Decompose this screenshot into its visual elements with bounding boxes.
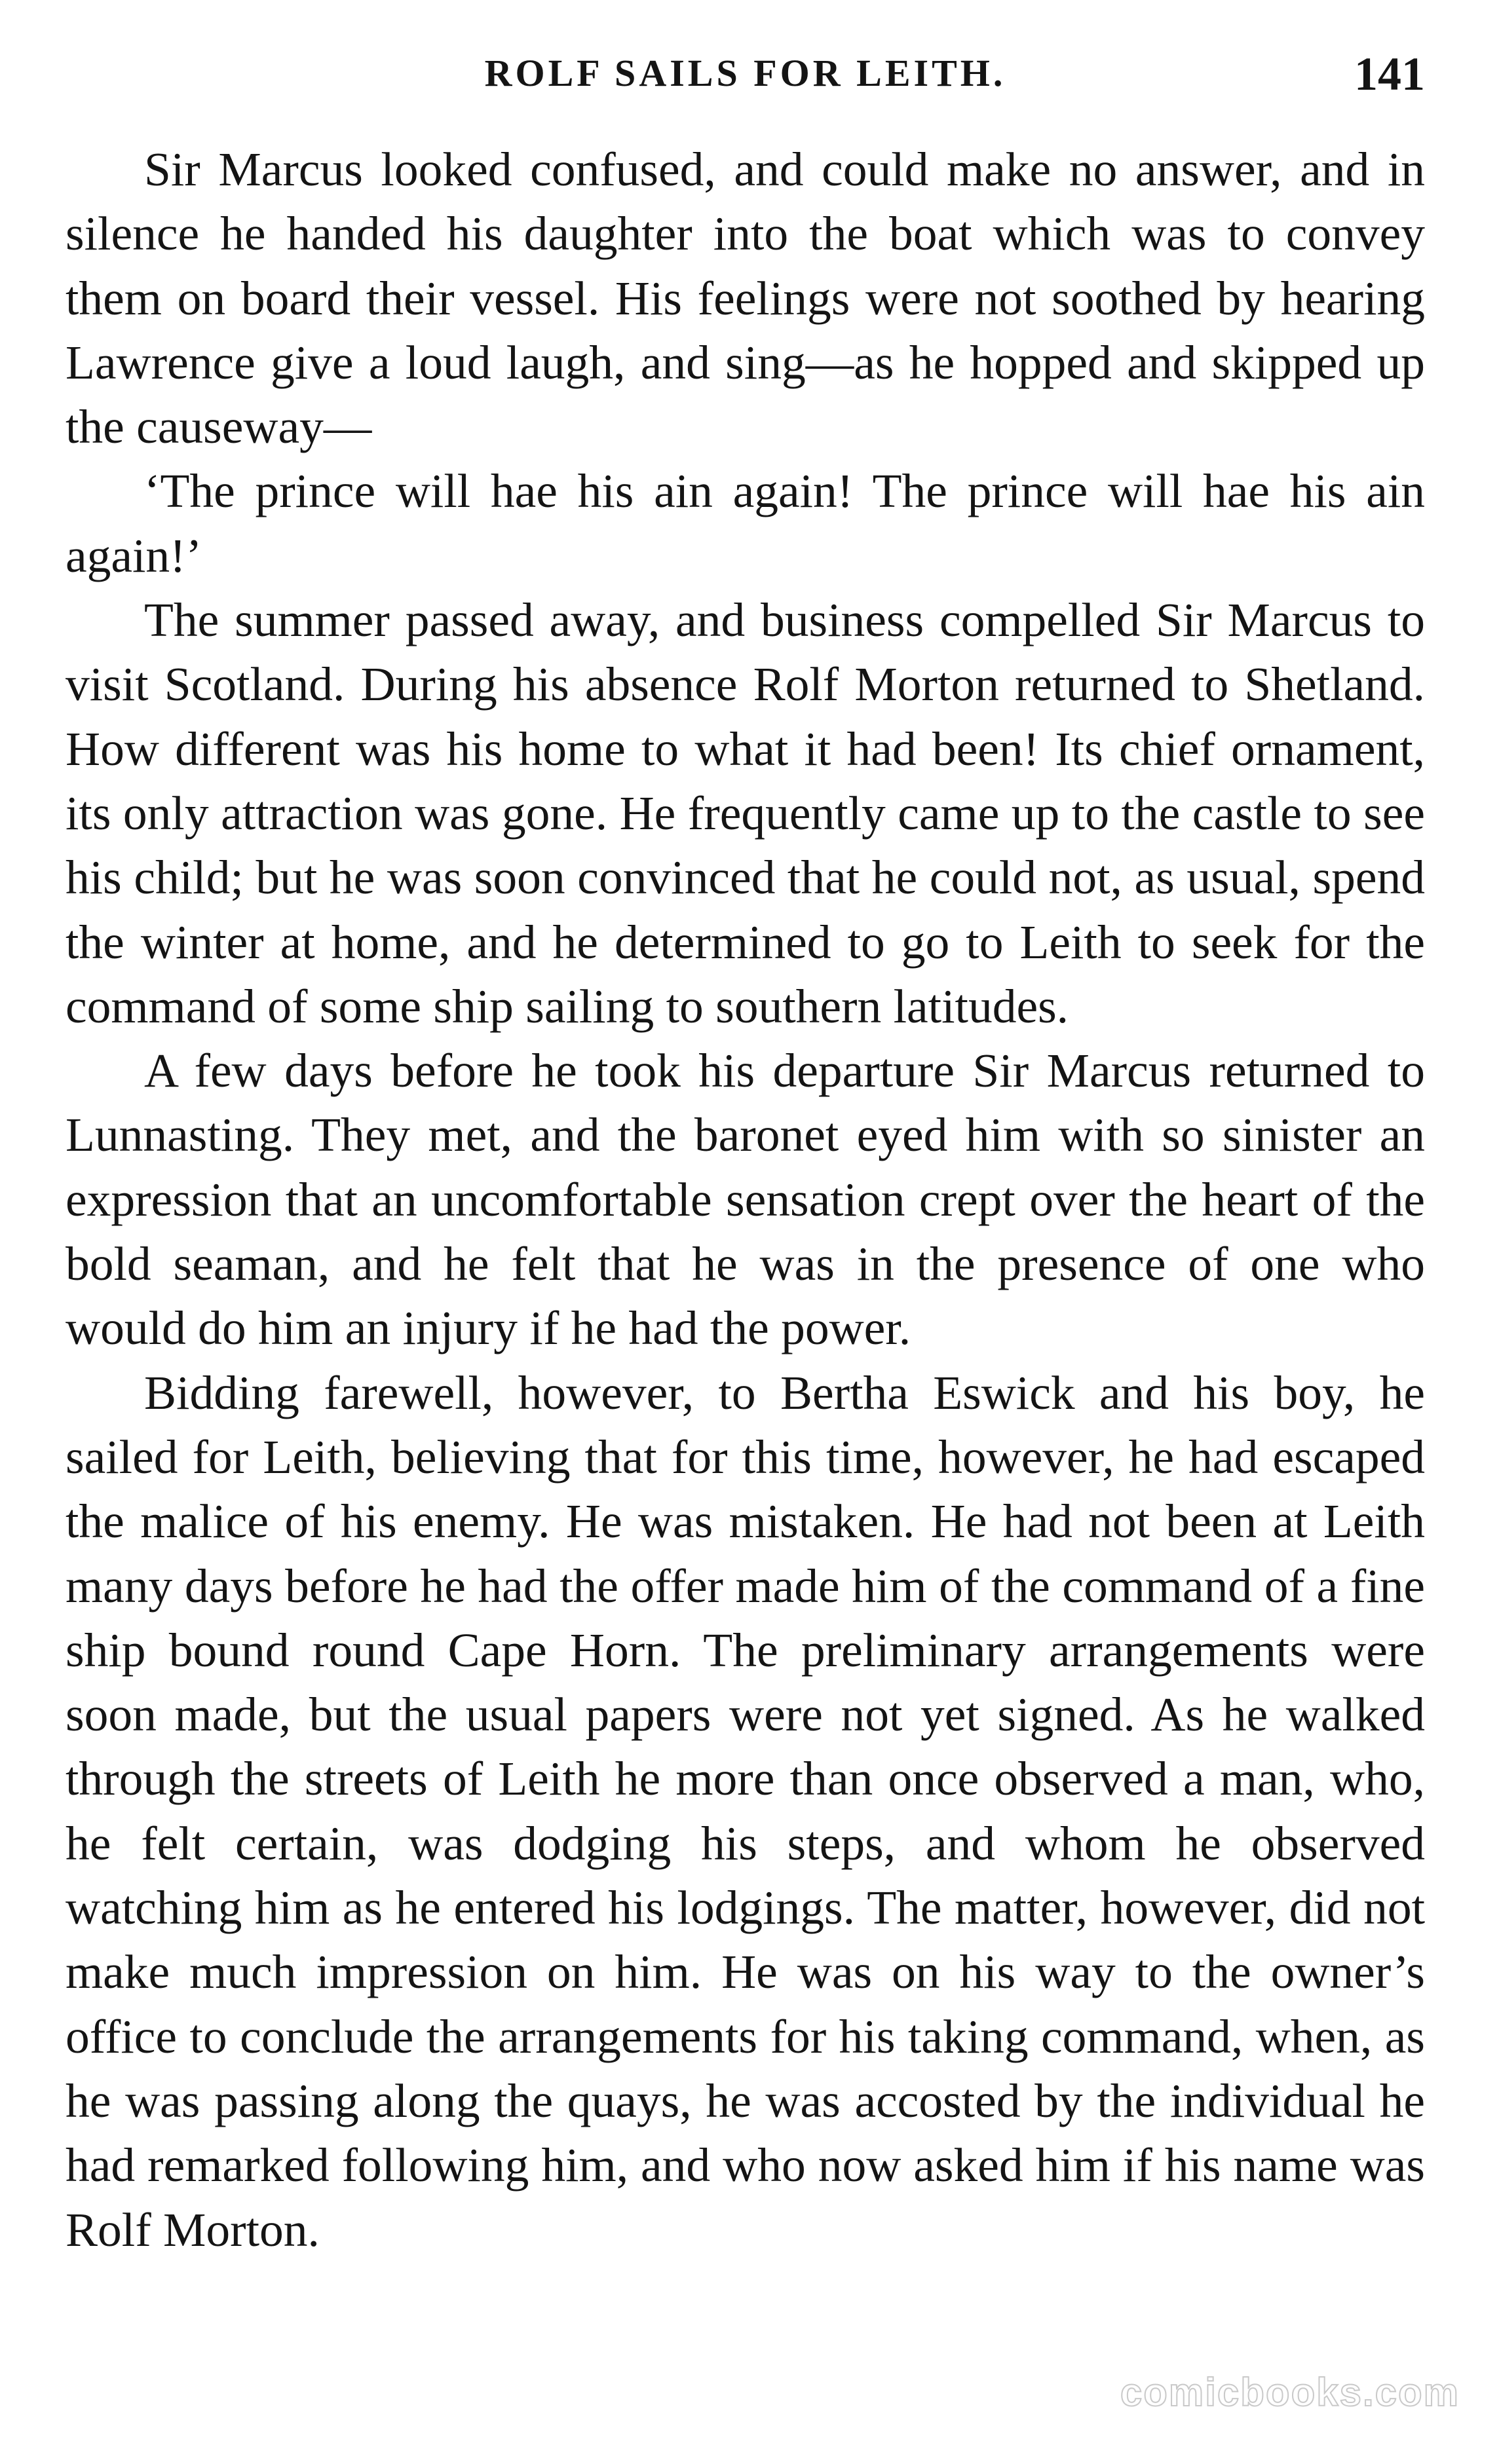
paragraph-3: The summer passed away, and business compelled Sir Marcus to visit Scotland. During his absence Rolf Morton returned to Shetland. How different was his home to what it had been! Its chief ornament, its only attraction was gone. He frequently came up to the castle to see his child; but he was soon convinced that he could not, as usual, spend the winter at home, and he determined to go to Leith to seek for the command of some ship sailing to southern latitudes. — [66, 593, 1425, 1033]
running-head — [66, 48, 1425, 110]
paragraph-5: Bidding farewell, however, to Bertha Eswick and his boy, he sailed for Leith, believing that for this time, however, he had escaped the malice of his enemy. He was mistaken. He had not been at Leith many days before he had the offer made him of the command of a fine ship bound round Cape Horn. The preliminary arrangements were soon made, but the usual papers were not yet signed. As he walked through the streets of Leith he more than once observed a man, who, he felt certain, was dodging his steps, and whom he observed watching him as he entered his lodgings. The matter, however, did not make much impression on him. He was on his way to the owner’s office to conclude the arrangements for his taking command, when, as he was passing along the quays, he was accosted by the individual he had remarked following him, and who now asked him if his name was Rolf Morton. — [66, 1366, 1425, 2256]
paragraph-1: Sir Marcus looked confused, and could make no answer, and in silence he handed his daughter into the boat which was to convey them on board their vessel. His feelings were not soothed by hearing Lawrence give a loud laugh, and sing—as he hopped and skipped up the causeway— — [66, 143, 1425, 454]
body-text — [66, 138, 1425, 2262]
paragraph-4: A few days before he took his departure Sir Marcus returned to Lunnasting. They met, and the baronet eyed him with so sinister an expression that an uncomfortable sensation crept over the heart of the bold seaman, and he felt that he was in the presence of one who would do him an injury if he had the power. — [66, 1044, 1425, 1355]
watermark: comicbooks.com — [1120, 2370, 1460, 2414]
page-number: 141 — [1354, 48, 1425, 100]
paragraph-2: ‘The prince will hae his ain again! The prince will hae his ain again!’ — [66, 464, 1425, 582]
running-title: ROLF SAILS FOR LEITH. — [484, 52, 1006, 94]
